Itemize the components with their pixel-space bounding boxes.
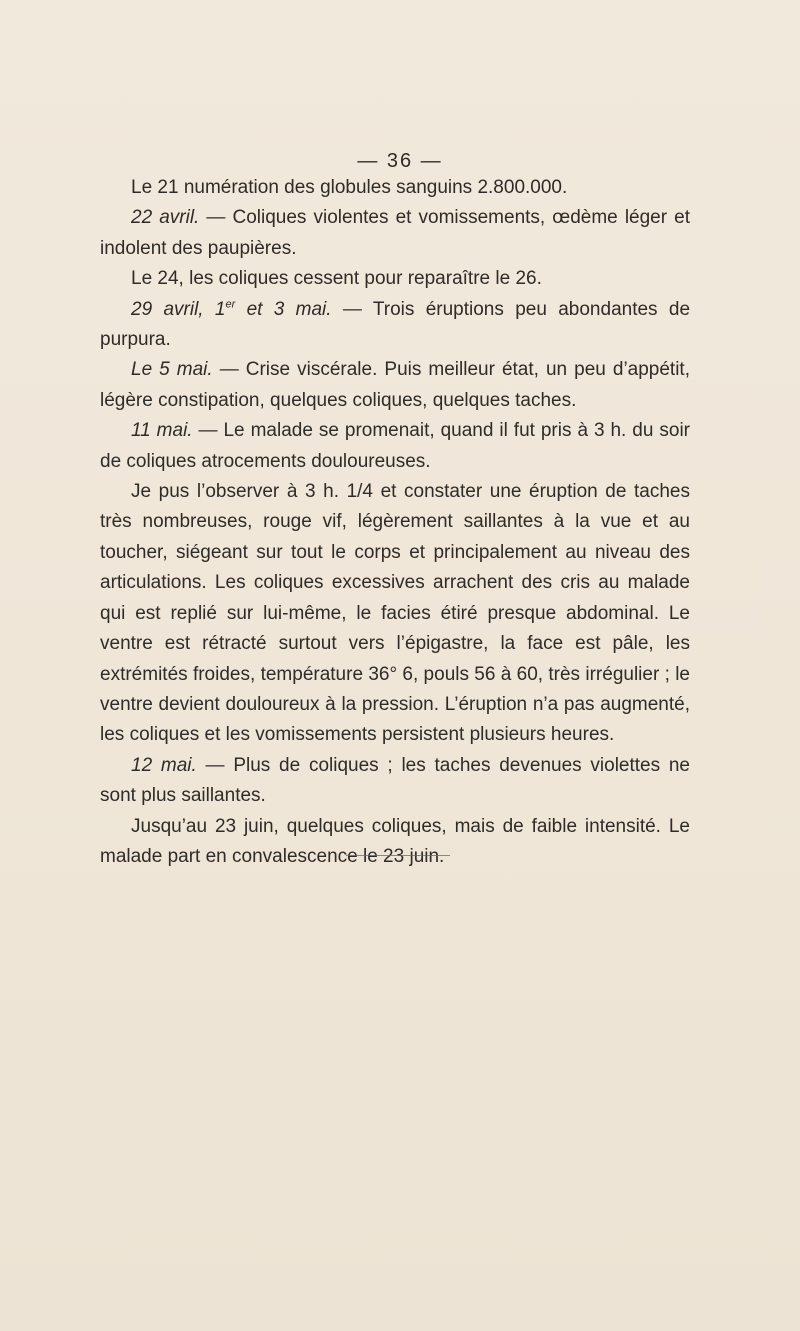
observation-text xyxy=(100,173,690,872)
paragraph-22-avril xyxy=(100,203,690,264)
paragraph-text: — Le malade se promenait, quand il fut pris à 3 h. du soir de coliques atrocements douloureuses. xyxy=(100,420,690,472)
paragraph-text: — Coliques violentes et vomissements, œdème léger et indolent des paupières. xyxy=(100,207,690,259)
page-number: — 36 — xyxy=(357,150,443,172)
paragraph-date-end: et 3 mai. xyxy=(235,298,332,320)
paragraph-11-mai xyxy=(100,416,690,477)
paragraph-numeration xyxy=(100,173,690,203)
paragraph-date: 12 mai. xyxy=(131,754,197,776)
paragraph-date: Le 5 mai. xyxy=(131,359,213,381)
paragraph-text: Le 24, les coliques cessent pour reparaître le 26. xyxy=(131,268,542,290)
paragraph-23-juin xyxy=(100,812,690,873)
paragraph-text: — Trois éruptions peu abondantes de purpura. xyxy=(100,298,691,351)
paragraph-text: Je pus l’observer à 3 h. 1/4 et constater une éruption de taches très nombreuses, rouge vif, légèrement saillantes à la vue et au toucher, siégeant sur tout le corps et principalement au niveau des articulations. Les coliques excessives arrachent des cris au malade qui est replié sur lui-même, le facies étiré presque abdominal. Le ventre est rétracté surtout vers l’épigastre, la face est pâle, les extrémités froides, température 36° 6, pouls 56 à 60, très irrégulier ; le ventre devient douloureux à la pression. L’éruption n’a pas augmenté, les coliques et les vomissements persistent plusieurs heures. xyxy=(100,481,690,746)
paragraph-date: 22 avril. xyxy=(131,207,200,229)
section-divider-line xyxy=(346,855,450,856)
paragraph-date-superscript: er xyxy=(225,298,236,311)
paragraph-text: — Crise viscérale. Puis meilleur état, un peu d’appétit, légère constipation, quelques coliques, quelques taches. xyxy=(100,359,690,411)
paragraph-le-24 xyxy=(100,264,690,294)
paragraph-29-avril xyxy=(100,295,690,356)
paragraph-date: 11 mai. xyxy=(131,420,193,442)
paragraph-text: Le 21 numération des globules sanguins 2.800.000. xyxy=(131,177,568,198)
paragraph-observation xyxy=(100,477,690,751)
paragraph-5-mai xyxy=(100,355,690,416)
paragraph-date-start: 29 avril, 1 xyxy=(131,298,226,320)
paragraph-date xyxy=(131,299,332,320)
paragraph-text: Jusqu’au 23 juin, quelques coliques, mais de faible intensité. Le malade part en convalescence le 23 juin. xyxy=(100,815,690,867)
paragraph-text: — Plus de coliques ; les taches devenues violettes ne sont plus saillantes. xyxy=(100,754,691,807)
paragraph-12-mai xyxy=(100,751,690,812)
